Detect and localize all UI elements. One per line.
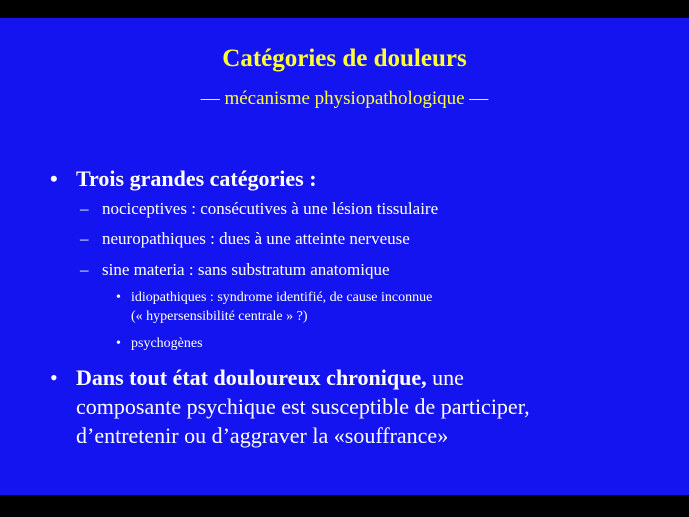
sub-bullet-item <box>80 229 410 249</box>
slide-title: Catégories de douleurs <box>222 45 467 72</box>
sub-bullet-item <box>80 199 439 219</box>
sub-bullet-text: sine materia : sans substratum anatomique <box>102 260 390 279</box>
bullet-text-line2: composante psychique est susceptible de participer, <box>76 394 530 419</box>
slide-subtitle: — mécanisme physiopathologique — <box>200 88 489 109</box>
bullet-icon: • <box>50 365 58 390</box>
sub-bullet-text: nociceptives : consécutives à une lésion tissulaire <box>102 199 439 218</box>
sub-bullet-item <box>80 260 390 280</box>
dash-icon: – <box>80 199 89 218</box>
bullet-text-line3: d’entretenir ou d’aggraver la «souffrance» <box>76 423 449 448</box>
sub-sub-bullet-text: idiopathiques : syndrome identifié, de cause inconnue <box>131 290 433 305</box>
sub-sub-bullet-item <box>116 288 433 326</box>
bullet-text: Trois grandes catégories : <box>76 166 317 191</box>
bullet-icon: • <box>116 336 121 351</box>
bullet-item <box>50 363 530 450</box>
bullet-text: une <box>426 365 464 390</box>
bullet-text-bold: Dans tout état douloureux chronique, <box>76 365 427 390</box>
slide <box>0 18 689 495</box>
sub-sub-bullet-text-continued: (« hypersensibilité centrale » ?) <box>131 309 308 324</box>
bullet-item <box>50 164 317 193</box>
dash-icon: – <box>80 229 89 248</box>
sub-bullet-text: neuropathiques : dues à une atteinte nerveuse <box>102 229 410 248</box>
dash-icon: – <box>80 260 89 279</box>
sub-sub-bullet-item <box>116 334 203 353</box>
bullet-icon: • <box>116 290 121 305</box>
bullet-icon: • <box>50 166 58 191</box>
sub-sub-bullet-text: psychogènes <box>131 336 203 351</box>
